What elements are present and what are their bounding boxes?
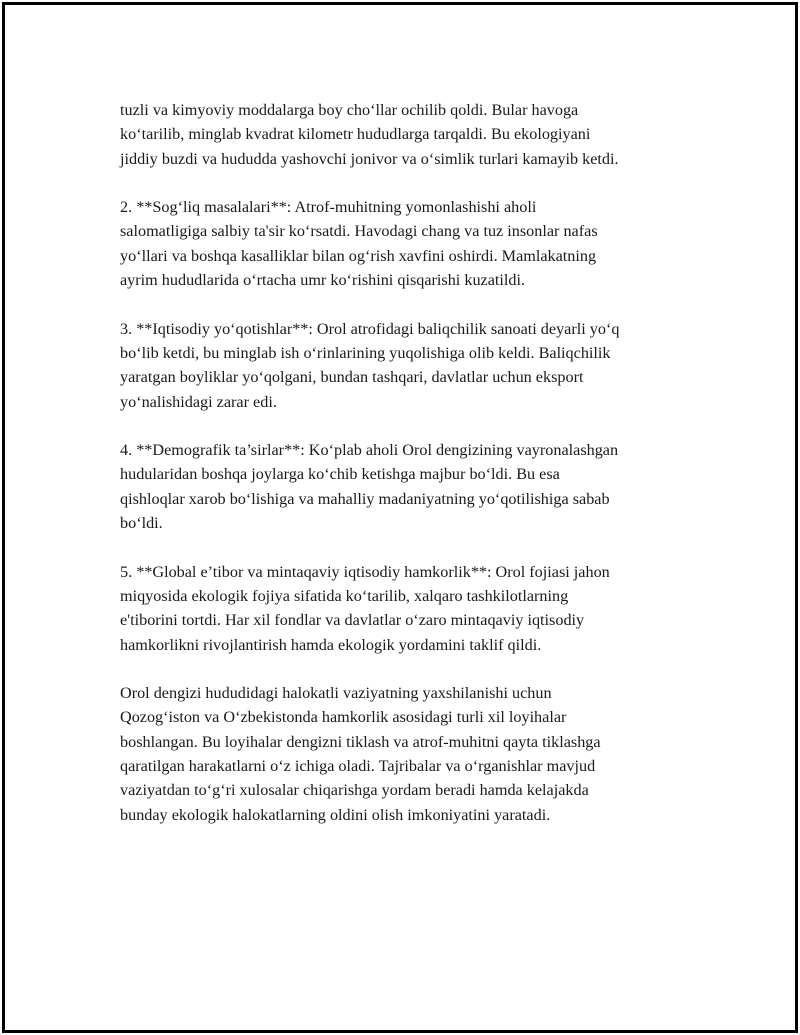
text-line: qaratilgan harakatlarni o‘z ichiga oladi. Tajribalar va o‘rganishlar mavjud: [120, 757, 596, 776]
paragraph-global-attention: [120, 560, 700, 657]
text-line: yaratgan boyliklar yo‘qolgani, bundan tashqari, davlatlar uchun eksport: [120, 368, 584, 387]
text-line: bunday ekologik halokatlarning oldini olish imkoniyatini yaratadi.: [120, 805, 551, 824]
text-line: jiddiy buzdi va hududda yashovchi jonivor va o‘simlik turlari kamayib ketdi.: [120, 149, 619, 168]
paragraph-demographic-effects: [120, 438, 700, 535]
text-line: bo‘lib ketdi, bu minglab ish o‘rinlarining yuqolishiga olib keldi. Baliqchilik: [120, 343, 611, 362]
text-line: tuzli va kimyoviy moddalarga boy cho‘llar ochilib qoldi. Bular havoga: [120, 101, 579, 119]
text-line: 5. **Global e’tibor va mintaqaviy iqtisodiy hamkorlik**: Orol fojiasi jahon: [120, 562, 610, 581]
paragraph-intro-continuation: [120, 98, 700, 171]
page-frame: [2, 2, 798, 1033]
text-line: salomatligiga salbiy ta'sir ko‘rsatdi. Havodagi chang va tuz insonlar nafas: [120, 222, 598, 241]
text-line: ko‘tarilib, minglab kvadrat kilometr hududlarga tarqaldi. Bu ekologiyani: [120, 125, 591, 144]
text-line: Qozog‘iston va O‘zbekistonda hamkorlik asosidagi turli xil loyihalar: [120, 708, 567, 727]
text-line: qishloqlar xarob bo‘lishiga va mahalliy madaniyatning yo‘qotilishiga sabab: [120, 489, 610, 508]
text-line: boshlangan. Bu loyihalar dengizni tiklash va atrof-muhitni qayta tiklashga: [120, 732, 601, 751]
text-line: bo‘ldi.: [120, 514, 163, 533]
document-body: [120, 98, 700, 851]
paragraph-economic-losses: [120, 317, 700, 414]
paragraph-health-issues: [120, 195, 700, 292]
text-line: 2. **Sog‘liq masalalari**: Atrof-muhitning yomonlashishi aholi: [120, 198, 537, 217]
paragraph-conclusion: [120, 681, 700, 827]
text-line: ayrim hududlarida o‘rtacha umr ko‘rishini qisqarishi kuzatildi.: [120, 271, 526, 290]
text-line: 3. **Iqtisodiy yo‘qotishlar**: Orol atrofidagi baliqchilik sanoati deyarli yo‘q: [120, 319, 620, 338]
text-line: hudularidan boshqa joylarga ko‘chib ketishga majbur bo‘ldi. Bu esa: [120, 465, 560, 484]
text-line: yo‘nalishidagi zarar edi.: [120, 392, 277, 411]
text-line: vaziyatdan to‘g‘ri xulosalar chiqarishga yordam beradi hamda kelajakda: [120, 781, 589, 800]
text-line: miqyosida ekologik fojiya sifatida ko‘tarilib, xalqaro tashkilotlarning: [120, 586, 569, 605]
text-line: yo‘llari va boshqa kasalliklar bilan og‘rish xavfini oshirdi. Mamlakatning: [120, 246, 597, 265]
text-line: e'tiborini tortdi. Har xil fondlar va davlatlar o‘zaro mintaqaviy iqtisodiy: [120, 611, 585, 630]
text-line: Orol dengizi hududidagi halokatli vaziyatning yaxshilanishi uchun: [120, 684, 552, 703]
text-line: hamkorlikni rivojlantirish hamda ekologik yordamini taklif qildi.: [120, 635, 542, 654]
text-line: 4. **Demografik ta’sirlar**: Ko‘plab aholi Orol dengizining vayronalashgan: [120, 441, 619, 460]
